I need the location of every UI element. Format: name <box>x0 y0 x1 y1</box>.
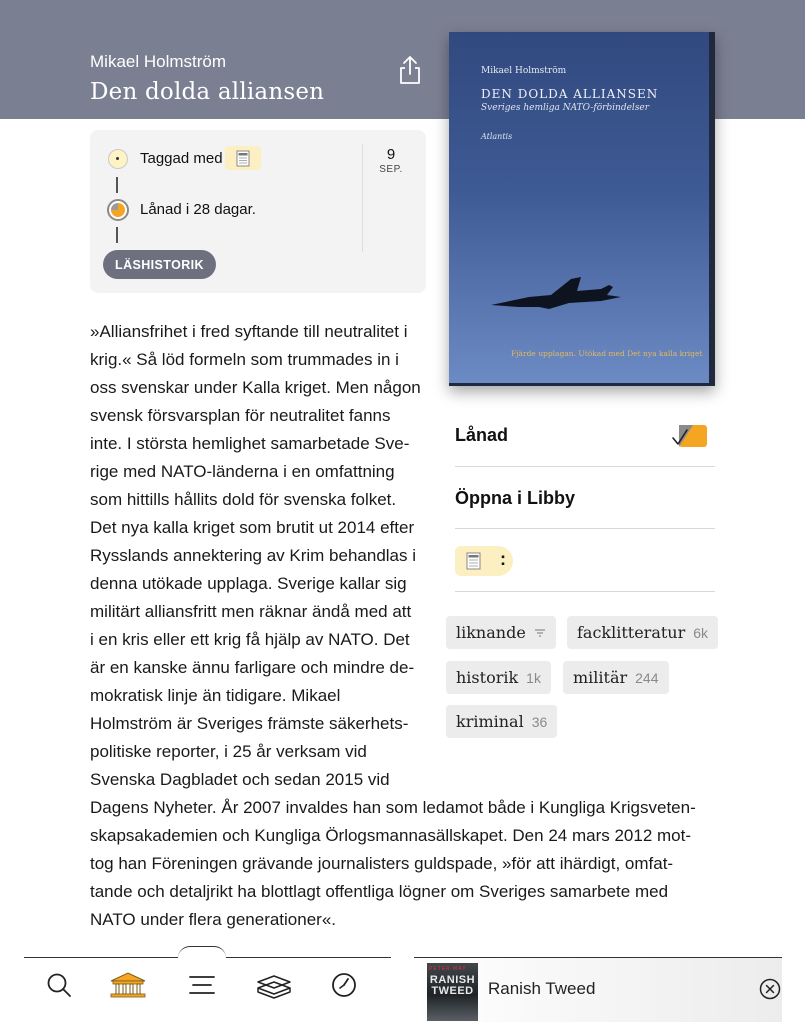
timeline-clock-icon[interactable] <box>329 970 359 1000</box>
description-line: krig.« Så löd formeln som trummades in i <box>90 350 399 369</box>
description-line: militärt alliansfritt men räknar ändå med att <box>90 602 412 621</box>
filter-icon <box>534 628 546 638</box>
menu-icon[interactable] <box>187 970 217 1000</box>
description-line: »Alliansfrihet i fred syftande till neutralitet i <box>90 322 408 341</box>
player-cover-author: PETER MAY <box>429 966 467 972</box>
tag-chip[interactable] <box>225 146 261 170</box>
reading-history-card <box>90 130 426 293</box>
timeline-connector <box>116 227 118 243</box>
shelf-books-icon[interactable] <box>254 970 294 1000</box>
cover-publisher: Atlantis <box>481 132 513 141</box>
similar-chip[interactable] <box>446 616 556 649</box>
description-line: tog han Föreningen grävande journalisters guldspade, »för att ihärdigt, omfat- <box>90 854 674 873</box>
player-cover-title: RANISH TWEED <box>429 974 476 997</box>
description-line: Holmström är Sveriges främste säkerhets- <box>90 714 409 733</box>
page-title: Den dolda alliansen <box>90 79 325 105</box>
subject-chip-facklitteratur[interactable] <box>567 616 718 649</box>
subject-chip-historik[interactable] <box>446 661 551 694</box>
cover-author: Mikael Holmström <box>481 66 567 76</box>
book-cover[interactable] <box>449 32 715 386</box>
history-date-month: SEP. <box>379 164 403 175</box>
tagged-with-label: Taggad med <box>140 150 223 167</box>
tags-row <box>455 530 715 592</box>
player-cover[interactable] <box>427 963 478 1021</box>
fighter-jet-illustration <box>489 265 623 311</box>
timeline-connector <box>116 177 118 193</box>
cover-subtitle: Sveriges hemliga NATO-förbindelser <box>481 103 650 113</box>
cover-edition: Fjärde upplagan. Utökad med Det nya kalla kriget <box>511 349 703 358</box>
loaned-row[interactable] <box>455 405 715 467</box>
subject-label: facklitteratur <box>577 623 686 642</box>
loan-duration-label: Lånad i 28 dagar. <box>140 201 256 218</box>
description-line: som hittills hållits dold för svenska folket. <box>90 490 397 509</box>
library-icon[interactable] <box>108 970 148 1000</box>
description-line: är en kanske ännu farligare och mindre de- <box>90 658 415 677</box>
description-line: tande och detaljrikt ha blottlagt offentliga lögner om Sveriges samarbete med <box>90 882 669 901</box>
close-icon[interactable] <box>759 978 781 1000</box>
description-line: denna utökade upplaga. Sverige kallar sig <box>90 574 407 593</box>
loan-timeline-dot <box>107 199 129 221</box>
loaned-label: Lånad <box>455 425 509 445</box>
list-tag-icon <box>463 551 485 571</box>
subject-label: kriminal <box>456 712 524 731</box>
description-line: skapsakademien och Kungliga Örlogsmannasällskapet. Den 24 mars 2012 mot- <box>90 826 691 845</box>
player-title[interactable]: Ranish Tweed <box>488 979 596 998</box>
description-line: rige med NATO-länderna i en omfattning <box>90 462 395 481</box>
description-line: Rysslands annektering av Krim behandlas i <box>90 546 417 565</box>
open-in-libby-label: Öppna i Libby <box>455 488 575 508</box>
description-line: Svenska Dagbladet och sedan 2015 vid <box>90 770 390 789</box>
description-line: oss svenskar under Kalla kriget. Men någon <box>90 378 421 397</box>
loaned-check-icon <box>671 424 707 450</box>
audiobook-player[interactable] <box>414 958 782 1022</box>
tag-more-indicator: : <box>500 549 506 569</box>
description-line: politiske reporter, i 25 år verksam vid <box>90 742 367 761</box>
description-line: NATO under flera generationer«. <box>90 910 337 929</box>
subject-count: 36 <box>531 713 548 730</box>
tag-timeline-dot <box>108 149 128 169</box>
card-divider <box>362 144 363 252</box>
subject-chip-militar[interactable] <box>563 661 669 694</box>
header-author[interactable]: Mikael Holmström <box>90 52 227 71</box>
cover-title: DEN DOLDA ALLIANSEN <box>481 87 659 101</box>
subject-label: militär <box>573 668 628 687</box>
description-line: Dagens Nyheter. År 2007 invaldes han som ledamot både i Kungliga Krigsveten- <box>90 798 696 817</box>
description-line: inte. I största hemlighet samarbetade Sve- <box>90 434 410 453</box>
open-in-libby-row[interactable] <box>455 467 715 529</box>
search-icon[interactable] <box>44 970 74 1000</box>
history-date-day: 9 <box>386 146 396 163</box>
subject-label: historik <box>456 668 519 687</box>
description-line: Det nya kalla kriget som brutit ut 2014 efter <box>90 518 415 537</box>
description-line: mokratisk linje än tidigare. Mikael <box>90 686 341 705</box>
subject-count: 1k <box>526 669 541 686</box>
description-line: i en kris eller ett krig få hjälp av NATO. Det <box>90 630 410 649</box>
list-tag-icon <box>225 146 261 170</box>
tag-pill[interactable] <box>455 546 513 576</box>
subject-count: 6k <box>693 624 709 641</box>
description-line: svensk försvarsplan för neutralitet fanns <box>90 406 391 425</box>
nav-handle[interactable] <box>178 946 226 958</box>
similar-label: liknande <box>456 623 526 642</box>
reading-history-button[interactable]: LÄSHISTORIK <box>103 250 216 279</box>
subject-count: 244 <box>635 669 659 686</box>
share-icon[interactable] <box>396 54 424 86</box>
subject-chip-kriminal[interactable] <box>446 705 557 738</box>
